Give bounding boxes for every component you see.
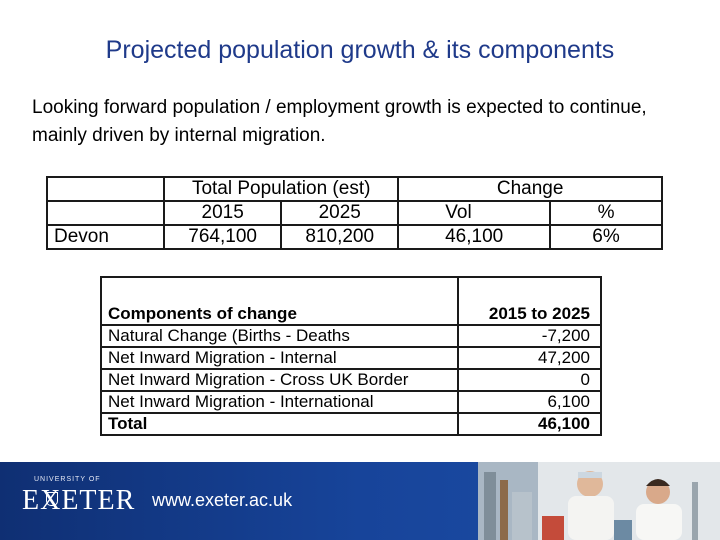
header-components: Components of change — [101, 304, 458, 325]
cell-vol: 46,100 — [398, 225, 550, 249]
table-row — [101, 325, 601, 347]
logo-small-text: UNIVERSITY OF — [34, 476, 101, 483]
component-name: Net Inward Migration - Internal — [101, 347, 458, 369]
table-header-row — [47, 177, 662, 201]
website-link[interactable]: www.exeter.ac.uk — [152, 490, 293, 510]
logo-main-text: EXETER — [22, 485, 136, 516]
table-row — [101, 347, 601, 369]
row-label: Devon — [47, 225, 164, 249]
table-row — [47, 225, 662, 249]
table-cell-empty — [458, 277, 601, 304]
table-spacer-row — [101, 277, 601, 304]
table-subheader-row — [47, 201, 662, 225]
component-value: 47,200 — [458, 347, 601, 369]
component-name: Net Inward Migration - Cross UK Border — [101, 369, 458, 391]
table-cell-empty — [47, 177, 164, 201]
header-change: Change — [398, 177, 662, 201]
table-cell-empty — [47, 201, 164, 225]
population-table — [46, 176, 663, 250]
table-row — [101, 391, 601, 413]
lab-photo-image — [478, 462, 720, 540]
cell-pop-2015: 764,100 — [164, 225, 281, 249]
cell-pct: 6% — [550, 225, 662, 249]
subheader-2025: 2025 — [281, 201, 398, 225]
table-header-row — [101, 304, 601, 325]
total-value: 46,100 — [458, 413, 601, 435]
slide-title: Projected population growth & its components — [105, 36, 615, 64]
component-name: Net Inward Migration - International — [101, 391, 458, 413]
subheader-pct: % — [550, 201, 662, 225]
subheader-2015: 2015 — [164, 201, 281, 225]
table-cell-empty — [101, 277, 458, 304]
subheader-vol: Vol — [398, 201, 550, 225]
intro-text: Looking forward population / employment growth is expected to continue, mainly driven by internal migration. — [32, 97, 647, 146]
component-value: 0 — [458, 369, 601, 391]
university-logo[interactable] — [22, 476, 136, 526]
table-row — [101, 369, 601, 391]
component-name: Natural Change (Births - Deaths — [101, 325, 458, 347]
header-period: 2015 to 2025 — [458, 304, 601, 325]
table-total-row — [101, 413, 601, 435]
cell-pop-2025: 810,200 — [281, 225, 398, 249]
total-label: Total — [101, 413, 458, 435]
component-value: 6,100 — [458, 391, 601, 413]
lab-photo — [478, 462, 720, 540]
header-total-population: Total Population (est) — [164, 177, 398, 201]
component-value: -7,200 — [458, 325, 601, 347]
crest-icon — [46, 492, 58, 506]
components-table — [100, 276, 602, 436]
